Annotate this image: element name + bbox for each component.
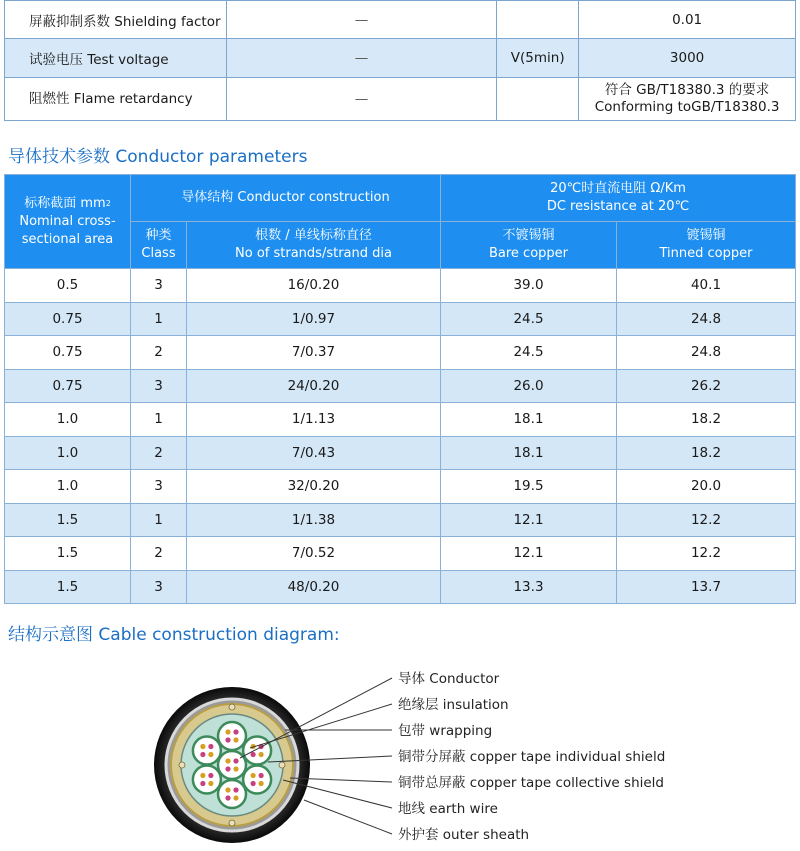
cell-class: 2: [131, 336, 187, 370]
cell-strands: 7/0.37: [187, 336, 441, 370]
cell-bare: 12.1: [441, 537, 617, 571]
cell-area: 0.75: [5, 369, 131, 403]
cell-tinned: 40.1: [617, 269, 796, 303]
cell-class: 3: [131, 369, 187, 403]
cell-bare: 39.0: [441, 269, 617, 303]
cell-class: 2: [131, 537, 187, 571]
cell-strands: 32/0.20: [187, 470, 441, 504]
header-area: [5, 175, 131, 269]
param-value-line1: 符合 GB/T18380.3 的要求: [604, 82, 770, 98]
cell-area: 1.0: [5, 436, 131, 470]
header-tinned-cn: 镀锡铜: [686, 228, 726, 243]
cell-area: 0.75: [5, 302, 131, 336]
header-bare-cn: 不镀锡铜: [502, 228, 555, 243]
header-resistance: [441, 175, 796, 222]
header-tinned: [617, 222, 796, 269]
cell-class: 3: [131, 570, 187, 604]
conductor-row: [5, 570, 796, 604]
header-resistance-cn: 20℃时直流电阻 Ω/Km: [550, 181, 686, 196]
conductor-row: [5, 302, 796, 336]
cell-class: 3: [131, 269, 187, 303]
param-value-line2: Conforming toGB/T18380.3: [594, 99, 780, 115]
header-class-en: Class: [141, 246, 176, 261]
diagram-label: 铜带分屏蔽 copper tape individual shield: [398, 749, 666, 765]
cell-bare: 13.3: [441, 570, 617, 604]
cell-area: 1.0: [5, 403, 131, 437]
pair-shape: [243, 766, 271, 794]
conductor-params-table: [4, 174, 796, 604]
cell-strands: 24/0.20: [187, 369, 441, 403]
cell-class: 1: [131, 302, 187, 336]
param-row: [5, 78, 796, 121]
param-unit: [497, 1, 579, 39]
cell-class: 1: [131, 503, 187, 537]
header-construction: 导体结构 Conductor construction: [131, 175, 441, 222]
param-value: [579, 78, 796, 121]
param-spec: —: [226, 39, 496, 78]
cell-bare: 24.5: [441, 302, 617, 336]
cell-bare: 24.5: [441, 336, 617, 370]
pair-shape: [243, 737, 271, 765]
cell-tinned: 20.0: [617, 470, 796, 504]
conductor-row: [5, 269, 796, 303]
pair-shape: [218, 722, 246, 750]
pair-shape: [193, 737, 221, 765]
diagram-label: 导体 Conductor: [398, 671, 500, 687]
cell-area: 1.0: [5, 470, 131, 504]
cell-class: 1: [131, 403, 187, 437]
cell-bare: 26.0: [441, 369, 617, 403]
param-spec: —: [226, 78, 496, 121]
cell-strands: 1/1.13: [187, 403, 441, 437]
conductor-row: [5, 537, 796, 571]
param-name: 试验电压 Test voltage: [5, 39, 227, 78]
cell-bare: 19.5: [441, 470, 617, 504]
cell-tinned: 12.2: [617, 503, 796, 537]
cell-tinned: 12.2: [617, 537, 796, 571]
pair-shape: [193, 766, 221, 794]
param-spec: —: [226, 1, 496, 39]
conductor-row: [5, 336, 796, 370]
cell-strands: 48/0.20: [187, 570, 441, 604]
header-class: [131, 222, 187, 269]
header-area-sup: 2: [105, 198, 111, 208]
cell-class: 3: [131, 470, 187, 504]
cell-strands: 16/0.20: [187, 269, 441, 303]
cell-area: 0.75: [5, 336, 131, 370]
header-bare-en: Bare copper: [488, 246, 569, 261]
diagram-label: 包带 wrapping: [398, 723, 493, 739]
header-class-cn: 种类: [145, 228, 172, 243]
cell-tinned: 13.7: [617, 570, 796, 604]
header-bare: [441, 222, 617, 269]
param-value: 0.01: [579, 1, 796, 39]
cell-tinned: 18.2: [617, 436, 796, 470]
param-unit: V(5min): [497, 39, 579, 78]
conductor-row: [5, 503, 796, 537]
diagram-label: 外护套 outer sheath: [398, 827, 530, 843]
param-name: 阻燃性 Flame retardancy: [5, 78, 227, 121]
cell-bare: 12.1: [441, 503, 617, 537]
cell-area: 0.5: [5, 269, 131, 303]
cell-tinned: 24.8: [617, 336, 796, 370]
param-row: [5, 39, 796, 78]
param-value: 3000: [579, 39, 796, 78]
param-name: 屏蔽抑制系数 Shielding factor: [5, 1, 227, 39]
header-strands-cn: 根数 / 单线标称直径: [255, 228, 372, 243]
conductor-row: [5, 470, 796, 504]
cell-area: 1.5: [5, 537, 131, 571]
cell-tinned: 24.8: [617, 302, 796, 336]
header-strands-en: No of strands/strand dia: [235, 246, 392, 261]
conductor-row: [5, 369, 796, 403]
header-resistance-en: DC resistance at 20℃: [546, 199, 690, 214]
conductor-row: [5, 436, 796, 470]
cell-strands: 7/0.52: [187, 537, 441, 571]
cell-strands: 1/0.97: [187, 302, 441, 336]
header-strands: [187, 222, 441, 269]
conductor-section-title: 导体技术参数 Conductor parameters: [8, 147, 308, 167]
cell-area: 1.5: [5, 570, 131, 604]
diagram-labels: [398, 670, 665, 843]
cable-construction-diagram: [0, 650, 800, 851]
param-row: [5, 1, 796, 39]
param-unit: [497, 78, 579, 121]
header-tinned-en: Tinned copper: [659, 246, 753, 261]
pair-shape: [218, 780, 246, 808]
cell-area: 1.5: [5, 503, 131, 537]
cell-strands: 7/0.43: [187, 436, 441, 470]
conductor-row: [5, 403, 796, 437]
cell-tinned: 26.2: [617, 369, 796, 403]
cell-bare: 18.1: [441, 403, 617, 437]
diagram-label: 绝缘层 insulation: [398, 697, 509, 713]
cell-bare: 18.1: [441, 436, 617, 470]
header-area-en2: sectional area: [21, 231, 114, 247]
cell-tinned: 18.2: [617, 403, 796, 437]
diagram-section-title: 结构示意图 Cable construction diagram:: [8, 625, 340, 645]
cell-strands: 1/1.38: [187, 503, 441, 537]
pair-shape: [218, 751, 246, 779]
diagram-label: 铜带总屏蔽 copper tape collective shield: [398, 775, 664, 791]
electrical-params-table: [4, 0, 796, 121]
header-area-cn: 标称截面 mm: [24, 195, 106, 211]
diagram-label: 地线 earth wire: [398, 801, 498, 817]
header-area-en1: Nominal cross-: [19, 213, 116, 229]
cell-class: 2: [131, 436, 187, 470]
